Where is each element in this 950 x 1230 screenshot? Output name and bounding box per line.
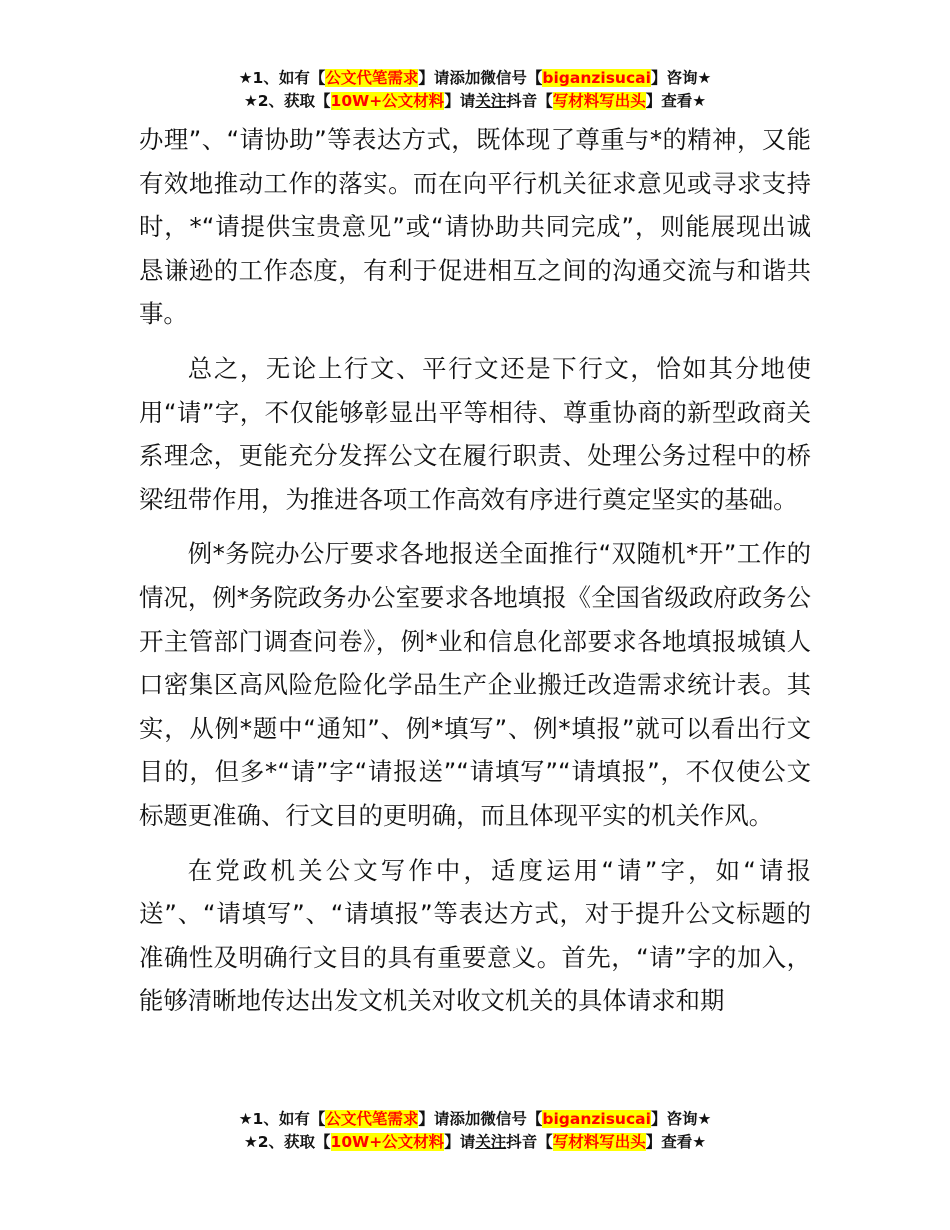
- paragraph-3: 例*务院办公厅要求各地报送全面推行“双随机*开”工作的情况，例*务院政务办公室要求各地填报《全国省级政府政务公开主管部门调查问卷》，例*业和信息化部要求各地填报城镇人口密集区高风险危险化学品生产企业搬迁改造需求统计表。其实，从例*题中“通知”、例*填写”、例*填报”就可以看出行文目的，但多*“请”字“请报送”“请填写”“请填报”，不仅使公文标题更准确、行文目的更明确，而且体现平实的机关作风。: [139, 539, 811, 830]
- materials-highlight: 10W+公文材料: [330, 92, 445, 110]
- douyin-account-highlight: 写材料写出头: [552, 92, 646, 110]
- footer-line1-prefix: ★1、如有【: [238, 1110, 326, 1128]
- header-line2-mid1: 】请: [444, 92, 476, 110]
- header-banner: [0, 67, 950, 113]
- header-line-1: [0, 67, 950, 90]
- ghostwriting-highlight: 公文代笔需求: [325, 69, 419, 87]
- footer-line1-suffix: 】咨询★: [650, 1110, 712, 1128]
- materials-highlight: 10W+公文材料: [330, 1133, 445, 1151]
- footer-line1-mid: 】请添加微信号【: [418, 1110, 543, 1128]
- header-line1-mid: 】请添加微信号【: [418, 69, 543, 87]
- footer-line-2: [0, 1131, 950, 1154]
- follow-underlined: 关注: [475, 1133, 507, 1151]
- header-line2-mid2: 抖音【: [506, 92, 553, 110]
- header-line2-prefix: ★2、获取【: [243, 92, 331, 110]
- paragraph-2: 总之，无论上行文、平行文还是下行文，恰如其分地使用“请”字，不仅能够彰显出平等相待、尊重协商的新型政商关系理念，更能充分发挥公文在履行职责、处理公务过程中的桥梁纽带作用，为推进各项工作高效有序进行奠定坚实的基础。: [139, 353, 811, 514]
- header-line-2: [0, 90, 950, 113]
- footer-line2-prefix: ★2、获取【: [243, 1133, 331, 1151]
- document-body: [139, 118, 811, 1023]
- follow-underlined: 关注: [475, 92, 507, 110]
- footer-line2-mid1: 】请: [444, 1133, 476, 1151]
- footer-line2-mid2: 抖音【: [506, 1133, 553, 1151]
- footer-line-1: [0, 1108, 950, 1131]
- wechat-id-highlight: biganzisucai: [542, 69, 651, 87]
- header-line2-suffix: 】查看★: [645, 92, 707, 110]
- header-line1-suffix: 】咨询★: [650, 69, 712, 87]
- paragraph-4: 在党政机关公文写作中，适度运用“请”字，如“请报送”、“请填写”、“请填报”等表达方式，对于提升公文标题的准确性及明确行文目的具有重要意义。首先，“请”字的加入，能够清晰地传达出发文机关对收文机关的具体请求和期: [139, 855, 811, 1016]
- header-line1-prefix: ★1、如有【: [238, 69, 326, 87]
- ghostwriting-highlight: 公文代笔需求: [325, 1110, 419, 1128]
- douyin-account-highlight: 写材料写出头: [552, 1133, 646, 1151]
- footer-line2-suffix: 】查看★: [645, 1133, 707, 1151]
- footer-banner: [0, 1108, 950, 1154]
- wechat-id-highlight: biganzisucai: [542, 1110, 651, 1128]
- paragraph-1: 办理”、“请协助”等表达方式，既体现了尊重与*的精神，又能有效地推动工作的落实。而在向平行机关征求意见或寻求支持时，*“请提供宝贵意见”或“请协助共同完成”，则能展现出诚恳谦逊的工作态度，有利于促进相互之间的沟通交流与和谐共事。: [139, 125, 811, 329]
